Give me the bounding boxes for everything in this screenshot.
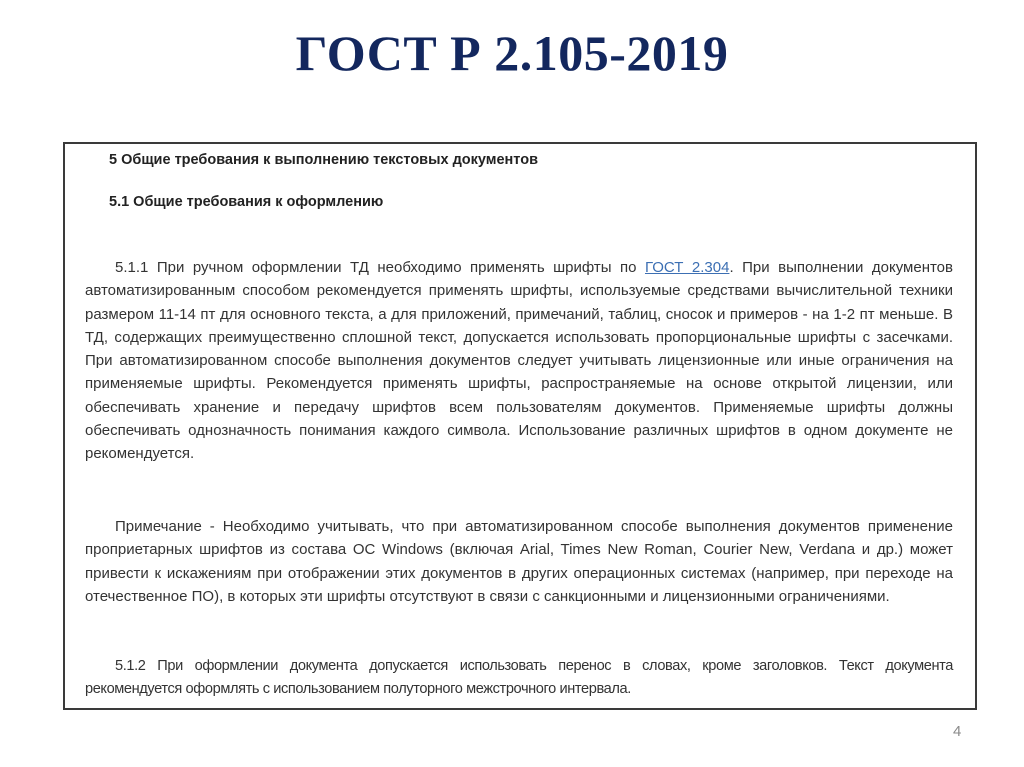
gost-2-304-link[interactable]: ГОСТ 2.304: [644, 259, 730, 276]
paragraph-5-1-1: [85, 256, 953, 466]
subsection-heading: 5.1 Общие требования к оформлению: [109, 194, 384, 210]
note-paragraph: Примечание - Необходимо учитывать, что при автоматизированном способе выполнения документов применение проприетарных шрифтов из состава ОС Windows (включая Arial, Times New Roman, Courier New, Verdana и др.) может привести к искажениям при отображении этих документов в других операционных системах (например, при переходе на отечественное ПО), в которых эти шрифты отсутствуют в связи с санкционными и лицензионными ограничениями.: [85, 518, 953, 605]
slide-title: ГОСТ Р 2.105-2019: [295, 25, 729, 81]
page-number: 4: [953, 723, 962, 740]
paragraph-text: 5.1.1 При ручном оформлении ТД необходимо применять шрифты по: [115, 259, 645, 276]
paragraph-5-1-2: 5.1.2 При оформлении документа допускается использовать перенос в словах, кроме заголовков. Текст документа рекомендуется оформлять с использованием полуторного межстрочного интервала.: [85, 658, 953, 698]
section-heading: 5 Общие требования к выполнению текстовых документов: [109, 152, 538, 168]
document-excerpt: [63, 142, 977, 710]
paragraph-text: . При выполнении документов автоматизированным способом рекомендуется применять шрифты, используемые средствами вычислительной техники размером 11-14 пт для основного текста, а для приложений, примечаний, таблиц, сносок и примеров - на 1-2 пт меньше. В ТД, содержащих преимущественно сплошной текст, допускается использовать пропорциональные шрифты с засечками. При автоматизированном способе выполнения документов следует учитывать лицензионные или иные ограничения на применяемые шрифты. Рекомендуется применять шрифты, распространяемые на основе открытой лицензии, или обеспечивать хранение и передачу шрифтов всем пользователям документов. Применяемые шрифты должны обеспечивать однозначность понимания каждого символа. Использование различных шрифтов в одном документе не рекомендуется.: [85, 259, 953, 463]
